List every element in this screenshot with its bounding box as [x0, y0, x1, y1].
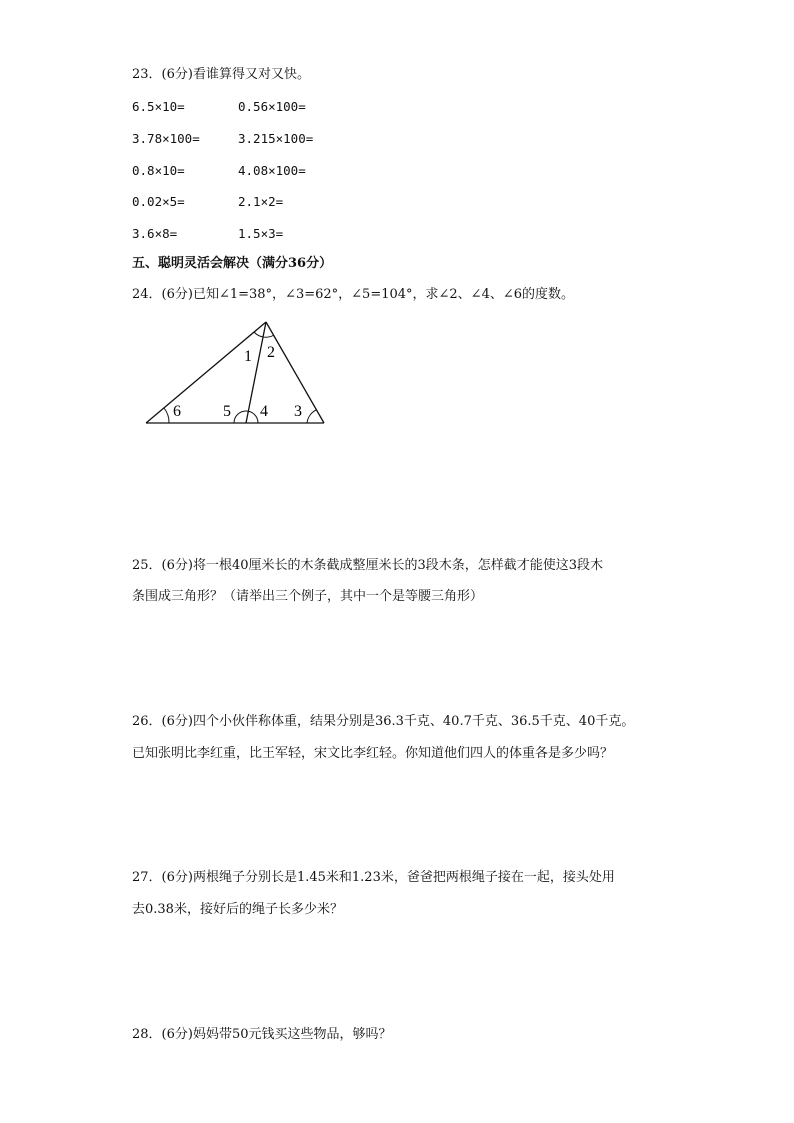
angle-3-arc — [307, 410, 316, 423]
q28-text: 28．(6分)妈妈带50元钱买这些物品，够吗？ — [132, 1027, 392, 1042]
triangle-figure — [140, 316, 340, 436]
angle-label-2: 2 — [267, 344, 275, 361]
q23-row-5 — [132, 225, 283, 243]
q23-row-4-left: 0.02×5= — [132, 194, 185, 209]
angle-label-6: 6 — [173, 403, 181, 420]
angle-6-arc — [164, 408, 169, 423]
q23-row-2-right: 3.215×100= — [238, 131, 314, 146]
q24-text: 24．(6分)已知∠1=38°，∠3=62°，∠5=104°，求∠2、∠4、∠6的度数。 — [132, 287, 575, 302]
q23-row-2 — [132, 130, 313, 148]
q23-row-3-left: 0.8×10= — [132, 163, 185, 178]
angle-label-4: 4 — [260, 403, 268, 420]
q23-row-1-left: 6.5×10= — [132, 99, 185, 114]
q27-line-2: 去0.38米，接好后的绳子长多少米？ — [132, 902, 343, 917]
q23-row-4-right: 2.1×2= — [238, 194, 284, 209]
q23-title: 23．(6分)看谁算得又对又快。 — [132, 67, 310, 82]
q25-line-1: 25．(6分)将一根40厘米长的木条截成整厘米长的3段木条，怎样截才能使这3段木 — [132, 558, 604, 573]
angle-label-5: 5 — [223, 403, 231, 420]
section-5-heading: 五、聪明灵活会解决（满分36分） — [132, 256, 333, 271]
q25-line-2: 条围成三角形？（请举出三个例子，其中一个是等腰三角形） — [132, 589, 484, 604]
angle-label-3: 3 — [294, 403, 302, 420]
angle-label-1: 1 — [244, 348, 252, 365]
q23-row-2-left: 3.78×100= — [132, 131, 200, 146]
q26-line-1: 26．(6分)四个小伙伴称体重，结果分别是36.3千克、40.7千克、36.5千克、40千克。 — [132, 714, 635, 729]
q23-row-3 — [132, 162, 306, 180]
q23-row-3-right: 4.08×100= — [238, 163, 306, 178]
q23-row-5-left: 3.6×8= — [132, 226, 178, 241]
triangle-left-side — [146, 322, 266, 423]
q23-row-1-right: 0.56×100= — [238, 99, 306, 114]
q23-row-4 — [132, 193, 283, 211]
q26-line-2: 已知张明比李红重，比王军轻，宋文比李红轻。你知道他们四人的体重各是多少吗？ — [132, 746, 614, 761]
q23-row-1 — [132, 98, 306, 116]
q27-line-1: 27．(6分)两根绳子分别长是1.45米和1.23米，爸爸把两根绳子接在一起，接头处用 — [132, 870, 615, 885]
q23-row-5-right: 1.5×3= — [238, 226, 284, 241]
